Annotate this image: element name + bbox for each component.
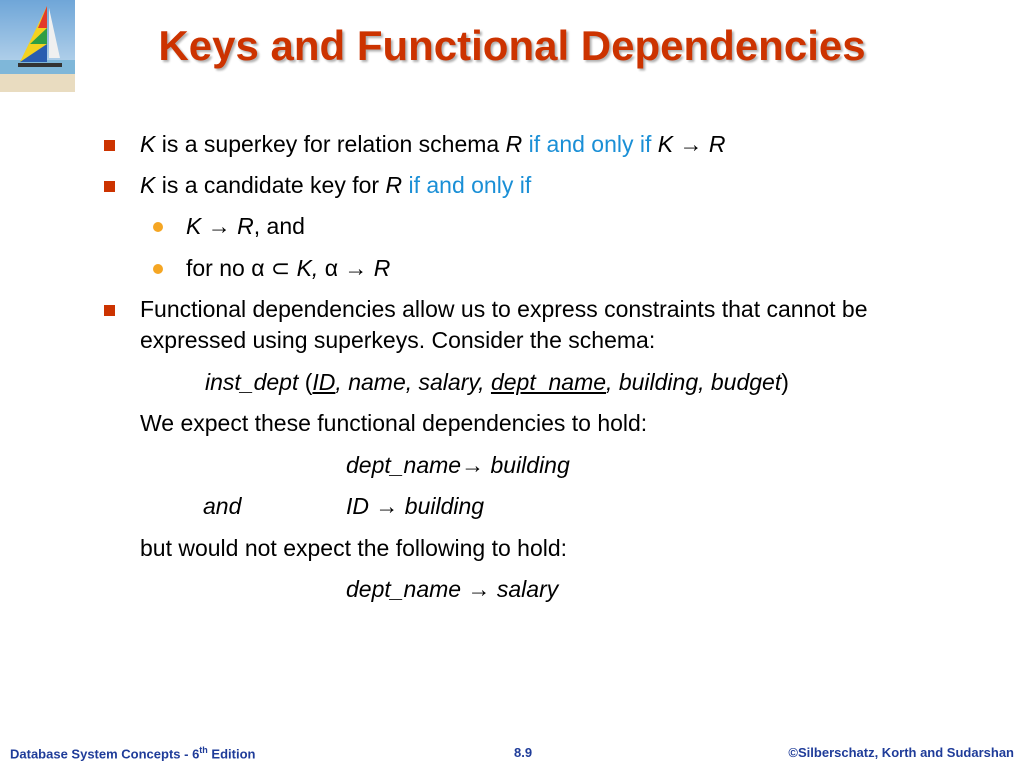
not-expect-text: but would not expect the following to hold: xyxy=(140,535,568,561)
paren-open: ( xyxy=(298,369,313,395)
fd-id-building: ID → building xyxy=(346,493,485,519)
slide-title: Keys and Functional Dependencies xyxy=(158,22,866,69)
footer-sup: th xyxy=(199,745,208,755)
k-symbol: K xyxy=(140,131,156,157)
bullet-candidate-key xyxy=(140,171,531,199)
bullet-square-icon xyxy=(104,140,115,151)
bullet-square-icon xyxy=(104,181,115,192)
fd-dept-building: dept_name→ building xyxy=(346,452,570,478)
bullet-fd-line1: Functional dependencies allow us to express constraints that cannot be xyxy=(140,296,868,322)
bullet-dot-icon xyxy=(153,264,163,274)
arrow-icon: → xyxy=(338,255,374,281)
bullet-superkey xyxy=(140,130,726,158)
alpha-symbol: α xyxy=(318,255,338,281)
arrow-icon: → xyxy=(673,131,709,157)
footer-left2: Edition xyxy=(207,746,256,762)
bullet-dot-icon xyxy=(153,222,163,232)
bullet-fd-line2: expressed using superkeys. Consider the schema: xyxy=(140,327,656,353)
attr-dept-name: dept_name xyxy=(490,369,607,395)
attrs-rest: , building, budget xyxy=(606,369,782,395)
schema-definition xyxy=(205,368,789,396)
sub-bullet-for-no-alpha xyxy=(186,254,390,282)
footer-book-title xyxy=(10,745,255,761)
arrow-icon: → xyxy=(201,213,238,239)
k-symbol: K xyxy=(657,131,674,157)
footer-left: Database System Concepts - 6 xyxy=(10,746,200,762)
text: for no xyxy=(186,255,252,281)
k-symbol: K xyxy=(186,213,202,239)
schema-name: inst_dept xyxy=(205,369,299,395)
footer-copyright: ©Silberschatz, Korth and Sudarshan xyxy=(788,745,1014,760)
expect-text: We expect these functional dependencies to hold: xyxy=(140,410,648,436)
fd-dept-salary: dept_name → salary xyxy=(346,576,559,602)
subset-symbol: ⊂ xyxy=(264,255,297,281)
k-symbol: K xyxy=(140,172,156,198)
iff-highlight: if and only if xyxy=(402,172,532,198)
attr-id: ID xyxy=(312,369,336,395)
text: is a candidate key for xyxy=(155,172,386,198)
paren-close: ) xyxy=(781,369,789,395)
alpha-symbol: α xyxy=(251,255,265,281)
footer-page-number: 8.9 xyxy=(514,745,533,760)
sub-bullet-k-to-r xyxy=(186,212,305,240)
text: , and xyxy=(253,213,305,239)
fd-and-label: and xyxy=(203,493,242,519)
r-symbol: R xyxy=(373,255,391,281)
text: is a superkey for relation schema xyxy=(155,131,506,157)
iff-highlight: if and only if xyxy=(522,131,658,157)
r-symbol: R xyxy=(237,213,254,239)
attrs-mid: , name, salary, xyxy=(335,369,491,395)
r-symbol: R xyxy=(385,172,403,198)
bullet-square-icon xyxy=(104,305,115,316)
r-symbol: R xyxy=(708,131,726,157)
k-symbol: K, xyxy=(296,255,319,281)
r-symbol: R xyxy=(505,131,523,157)
